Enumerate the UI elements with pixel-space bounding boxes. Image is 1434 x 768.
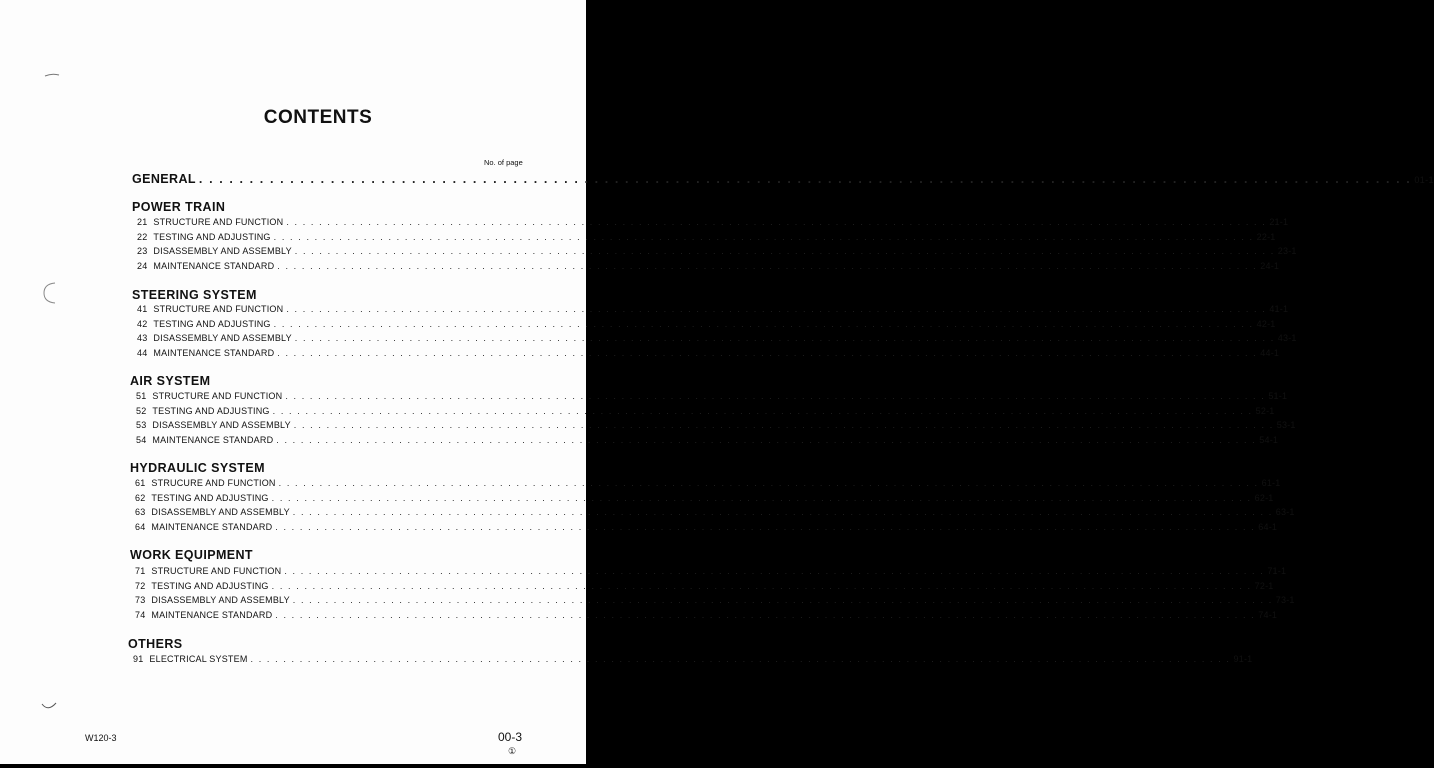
scan-edge-bottom	[0, 764, 592, 768]
leader-dots: . . . . . . . . . . . . . . . . . . . . . . . . . . . . . . . . . . . . . . . . . . . . . . . . . . . . . . . . . . . . . . . . . . . . . . . . . . . . . . . . . . . . . . . . . . . . . . . . . . . . . . . . . . . . . . . . . . . . . . . .	[250, 654, 1231, 664]
toc-entry-label: STRUCTURE AND FUNCTION	[152, 391, 283, 401]
toc-entry-page: 71-1	[1267, 566, 1287, 576]
toc-entry[interactable]	[135, 609, 1278, 620]
toc-entry-number: 44	[137, 347, 148, 358]
toc-entry-label: DISASSEMBLY AND ASSEMBLY	[151, 595, 290, 605]
toc-entry-number: 22	[137, 231, 148, 242]
toc-entry-label: STRUCTURE AND FUNCTION	[153, 217, 284, 227]
toc-entry-label: MAINTENANCE STANDARD	[151, 609, 273, 620]
leader-dots: . . . . . . . . . . . . . . . . . . . . . . . . . . . . . . . . . . . . . . . . . . . . . . . . . . . . . . . . . . . . . . . . . . . . . . . . . . . . . . . . . . . . . . . . . . . . . . . . . . . . . . . . . . . . . . . . . . . . . . . .	[273, 231, 1254, 242]
toc-entry-page: 72-1	[1254, 580, 1274, 591]
toc-entry[interactable]	[136, 405, 1275, 416]
footer-model: W120-3	[85, 733, 117, 743]
toc-entry-page: 73-1	[1275, 595, 1295, 605]
toc-entry-page: 21-1	[1269, 217, 1289, 227]
toc-entry-number: 64	[135, 521, 146, 532]
toc-entry[interactable]	[137, 318, 1276, 329]
toc-entry-number: 71	[135, 566, 146, 576]
leader-dots: . . . . . . . . . . . . . . . . . . . . . . . . . . . . . . . . . . . . . . . . . . . . . . . . . . . . . . . . . . . . . . . . . . . . . . . . . . . . . . . . . . . . . . . . . . . . . . . . . . . . . . . . . . . . . . . . . . . . . . . .	[292, 595, 1273, 605]
leader-dots: . . . . . . . . . . . . . . . . . . . . . . . . . . . . . . . . . . . . . . . . . . . . . . . . . . . . . . . . . . . . . . . . . . . . . . . . . . . . . . . . . . . . . . . . . . . . . . . . . . . . . . . . . . . . . . . . . . . . . . . .	[285, 391, 1266, 401]
toc-entry-number: 41	[137, 304, 148, 314]
leader-dots: . . . . . . . . . . . . . . . . . . . . . . . . . . . . . . . . . . . . . . . . . . . . . . . . . . . . . . . . . . . . . . . . . . . . . . . . . . . . . . . . . . . . . . . . . . . . . . . . . . . . . . . . . . . . . . . . . . . . . . . .	[293, 420, 1274, 430]
leader-dots: . . . . . . . . . . . . . . . . . . . . . . . . . . . . . . . . . . . . . . . . . . . . . . . . . . . . . . . . . . . . . . . . . . . . . . . . . . . . . . . . . . . . . . . . . . . . . . . . . . . . . . . . . . . . . . . . . . . . . . . .	[273, 318, 1254, 329]
toc-entry[interactable]	[135, 566, 1287, 576]
toc-entry[interactable]	[135, 507, 1295, 517]
toc-entry-number: 51	[136, 391, 147, 401]
toc-entry-number: 53	[136, 420, 147, 430]
toc-entry-page: 74-1	[1258, 609, 1278, 620]
toc-entry-label: GENERAL	[132, 172, 196, 186]
toc-entry-number: 74	[135, 609, 146, 620]
toc-entry-page: 43-1	[1277, 333, 1297, 343]
toc-entry[interactable]	[135, 478, 1281, 488]
toc-entry[interactable]	[136, 434, 1279, 445]
toc-entry-number: 73	[135, 595, 146, 605]
leader-dots: . . . . . . . . . . . . . . . . . . . . . . . . . . . . . . . . . . . . . . . . . . . . . . . . . . . . . . . . . . . . . . . . . . . . . . . . . . . . . . . . . . . . . . . . . . . . . . . . . . . . . . . . . . . . . . . . . . . . . . . .	[271, 492, 1252, 503]
section-title: WORK EQUIPMENT	[130, 548, 253, 562]
footer-revision-mark: ①	[508, 746, 517, 756]
page-column-header: No. of page	[484, 158, 523, 167]
toc-entry-page: 91-1	[1233, 654, 1253, 664]
leader-dots: . . . . . . . . . . . . . . . . . . . . . . . . . . . . . . . . . . . . . . . . . . . . . . . . . . . . . . . . . . . . . . . . . . . . . . . . . . . . . . . . . . . . . . . . . . . . . . . . . . . . . . . . . . . . . . . . . . . . . . . .	[292, 507, 1273, 517]
toc-entry[interactable]	[136, 391, 1288, 401]
leader-dots: . . . . . . . . . . . . . . . . . . . . . . . . . . . . . . . . . . . . . . . . . . . . . . . . . . . . . . . . . . . . . . . . . . . . . . . . . . . . . . . . . . . . . . . . . . . . . . . . . . . . . . . . . . . . . . . . . . . . . . . .	[278, 478, 1259, 488]
leader-dots: . . . . . . . . . . . . . . . . . . . . . . . . . . . . . . . . . . . . . . . . . . . . . . . . . . . . . . . . . . . . . . . . . . . . . . . . . . . . . . . . . . . . . . . . . . . . . . . . . . . . . . . . . . . . . . . . . . . . . . . .	[198, 172, 1412, 186]
toc-entry-label: STRUCURE AND FUNCTION	[151, 478, 276, 488]
toc-entry[interactable]	[135, 521, 1278, 532]
binder-hole-mark	[40, 280, 62, 306]
toc-entry-number: 21	[137, 217, 148, 227]
toc-entry-number: 91	[133, 654, 144, 664]
toc-entry[interactable]	[137, 347, 1280, 358]
toc-entry-number: 43	[137, 333, 148, 343]
toc-entry-label: MAINTENANCE STANDARD	[151, 521, 273, 532]
leader-dots: . . . . . . . . . . . . . . . . . . . . . . . . . . . . . . . . . . . . . . . . . . . . . . . . . . . . . . . . . . . . . . . . . . . . . . . . . . . . . . . . . . . . . . . . . . . . . . . . . . . . . . . . . . . . . . . . . . . . . . . .	[275, 609, 1256, 620]
toc-entry-number: 54	[136, 434, 147, 445]
section-title: AIR SYSTEM	[130, 374, 211, 388]
section-title: POWER TRAIN	[132, 200, 226, 214]
leader-dots: . . . . . . . . . . . . . . . . . . . . . . . . . . . . . . . . . . . . . . . . . . . . . . . . . . . . . . . . . . . . . . . . . . . . . . . . . . . . . . . . . . . . . . . . . . . . . . . . . . . . . . . . . . . . . . . . . . . . . . . .	[277, 260, 1258, 271]
scan-mark	[44, 70, 60, 80]
toc-entry-page: 22-1	[1256, 231, 1276, 242]
toc-entry-label: STRUCTURE AND FUNCTION	[151, 566, 282, 576]
toc-entry-label: TESTING AND ADJUSTING	[153, 318, 271, 329]
toc-entry-page: 42-1	[1256, 318, 1276, 329]
toc-entry-number: 72	[135, 580, 146, 591]
toc-entry-label: DISASSEMBLY AND ASSEMBLY	[153, 246, 292, 256]
toc-entry-number: 61	[135, 478, 146, 488]
leader-dots: . . . . . . . . . . . . . . . . . . . . . . . . . . . . . . . . . . . . . . . . . . . . . . . . . . . . . . . . . . . . . . . . . . . . . . . . . . . . . . . . . . . . . . . . . . . . . . . . . . . . . . . . . . . . . . . . . . . . . . . .	[271, 580, 1252, 591]
leader-dots: . . . . . . . . . . . . . . . . . . . . . . . . . . . . . . . . . . . . . . . . . . . . . . . . . . . . . . . . . . . . . . . . . . . . . . . . . . . . . . . . . . . . . . . . . . . . . . . . . . . . . . . . . . . . . . . . . . . . . . . .	[276, 434, 1257, 445]
toc-entry-page: 64-1	[1258, 521, 1278, 532]
toc-entry-number: 23	[137, 246, 148, 256]
leader-dots: . . . . . . . . . . . . . . . . . . . . . . . . . . . . . . . . . . . . . . . . . . . . . . . . . . . . . . . . . . . . . . . . . . . . . . . . . . . . . . . . . . . . . . . . . . . . . . . . . . . . . . . . . . . . . . . . . . . . . . . .	[294, 246, 1275, 256]
toc-entry-label: MAINTENANCE STANDARD	[153, 347, 275, 358]
toc-entry-label: TESTING AND ADJUSTING	[151, 580, 269, 591]
toc-entry-page: 54-1	[1259, 434, 1279, 445]
leader-dots: . . . . . . . . . . . . . . . . . . . . . . . . . . . . . . . . . . . . . . . . . . . . . . . . . . . . . . . . . . . . . . . . . . . . . . . . . . . . . . . . . . . . . . . . . . . . . . . . . . . . . . . . . . . . . . . . . . . . . . . .	[275, 521, 1256, 532]
toc-entry[interactable]	[137, 260, 1280, 271]
leader-dots: . . . . . . . . . . . . . . . . . . . . . . . . . . . . . . . . . . . . . . . . . . . . . . . . . . . . . . . . . . . . . . . . . . . . . . . . . . . . . . . . . . . . . . . . . . . . . . . . . . . . . . . . . . . . . . . . . . . . . . . .	[272, 405, 1253, 416]
toc-entry-number: 42	[137, 318, 148, 329]
leader-dots: . . . . . . . . . . . . . . . . . . . . . . . . . . . . . . . . . . . . . . . . . . . . . . . . . . . . . . . . . . . . . . . . . . . . . . . . . . . . . . . . . . . . . . . . . . . . . . . . . . . . . . . . . . . . . . . . . . . . . . . .	[284, 566, 1265, 576]
toc-entry-label: MAINTENANCE STANDARD	[152, 434, 274, 445]
toc-entry-label: STRUCTURE AND FUNCTION	[153, 304, 284, 314]
scan-mark	[40, 700, 58, 714]
toc-entry-page: 41-1	[1269, 304, 1289, 314]
toc-entry[interactable]	[137, 231, 1276, 242]
section-title: OTHERS	[128, 637, 183, 651]
toc-entry-label: DISASSEMBLY AND ASSEMBLY	[151, 507, 290, 517]
section-title: STEERING SYSTEM	[132, 288, 257, 302]
toc-entry-number: 24	[137, 260, 148, 271]
toc-entry-label: TESTING AND ADJUSTING	[152, 405, 270, 416]
leader-dots: . . . . . . . . . . . . . . . . . . . . . . . . . . . . . . . . . . . . . . . . . . . . . . . . . . . . . . . . . . . . . . . . . . . . . . . . . . . . . . . . . . . . . . . . . . . . . . . . . . . . . . . . . . . . . . . . . . . . . . . .	[286, 217, 1267, 227]
toc-entry-page: 52-1	[1255, 405, 1275, 416]
toc-entry[interactable]	[137, 333, 1297, 343]
toc-entry-page: 01-1	[1414, 175, 1434, 185]
toc-entry[interactable]	[135, 492, 1274, 503]
toc-entry[interactable]	[135, 595, 1295, 605]
toc-entry-page: 51-1	[1268, 391, 1288, 401]
leader-dots: . . . . . . . . . . . . . . . . . . . . . . . . . . . . . . . . . . . . . . . . . . . . . . . . . . . . . . . . . . . . . . . . . . . . . . . . . . . . . . . . . . . . . . . . . . . . . . . . . . . . . . . . . . . . . . . . . . . . . . . .	[277, 347, 1258, 358]
toc-entry-label: MAINTENANCE STANDARD	[153, 260, 275, 271]
toc-entry-number: 52	[136, 405, 147, 416]
toc-entry-label: TESTING AND ADJUSTING	[151, 492, 269, 503]
toc-entry-page: 62-1	[1254, 492, 1274, 503]
toc-entry-general[interactable]	[132, 172, 1434, 186]
toc-entry-page: 44-1	[1260, 347, 1280, 358]
leader-dots: . . . . . . . . . . . . . . . . . . . . . . . . . . . . . . . . . . . . . . . . . . . . . . . . . . . . . . . . . . . . . . . . . . . . . . . . . . . . . . . . . . . . . . . . . . . . . . . . . . . . . . . . . . . . . . . . . . . . . . . .	[294, 333, 1275, 343]
toc-entry-label: TESTING AND ADJUSTING	[153, 231, 271, 242]
toc-entry-label: DISASSEMBLY AND ASSEMBLY	[152, 420, 291, 430]
toc-entry-page: 61-1	[1261, 478, 1281, 488]
toc-entry[interactable]	[137, 217, 1289, 227]
toc-entry[interactable]	[135, 580, 1274, 591]
toc-entry-page: 23-1	[1277, 246, 1297, 256]
toc-entry-number: 63	[135, 507, 146, 517]
leader-dots: . . . . . . . . . . . . . . . . . . . . . . . . . . . . . . . . . . . . . . . . . . . . . . . . . . . . . . . . . . . . . . . . . . . . . . . . . . . . . . . . . . . . . . . . . . . . . . . . . . . . . . . . . . . . . . . . . . . . . . . .	[286, 304, 1267, 314]
footer-page-number: 00-3	[498, 730, 523, 744]
toc-entry[interactable]	[136, 420, 1296, 430]
toc-entry[interactable]	[137, 304, 1289, 314]
page-title: CONTENTS	[263, 107, 373, 128]
toc-entry-number: 62	[135, 492, 146, 503]
toc-entry-label: DISASSEMBLY AND ASSEMBLY	[153, 333, 292, 343]
toc-entry[interactable]	[137, 246, 1297, 256]
toc-entry[interactable]	[133, 654, 1253, 664]
toc-entry-page: 24-1	[1260, 260, 1280, 271]
toc-entry-page: 63-1	[1275, 507, 1295, 517]
toc-entry-label: ELECTRICAL SYSTEM	[149, 654, 248, 664]
section-title: HYDRAULIC SYSTEM	[130, 461, 265, 475]
toc-entry-page: 53-1	[1276, 420, 1296, 430]
